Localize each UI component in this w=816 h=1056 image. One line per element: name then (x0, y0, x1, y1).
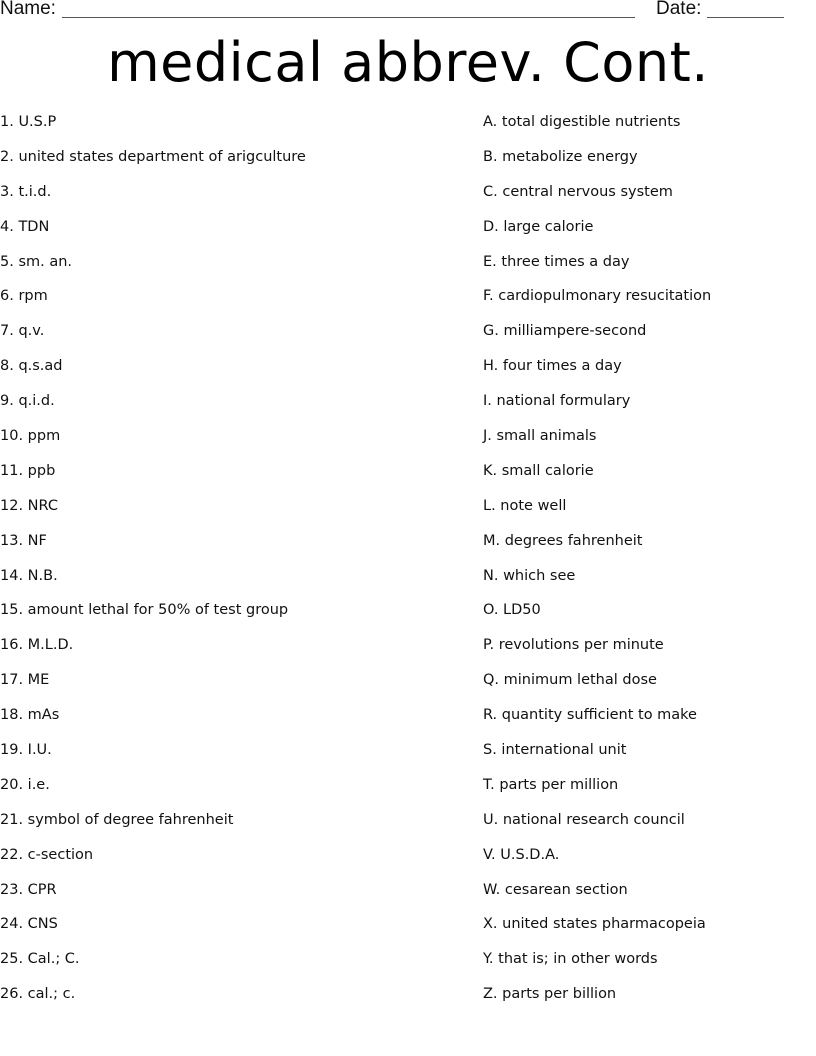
answer-item: T. parts per million (483, 776, 619, 793)
answer-item: U. national research council (483, 811, 685, 828)
clue-item: 5. sm. an. (0, 253, 73, 270)
clue-item: 18. mAs (0, 707, 60, 724)
clue-item: 19. I.U. (0, 742, 52, 759)
answer-item: D. large calorie (483, 218, 594, 235)
clue-item: 14. N.B. (0, 567, 58, 584)
answer-item: B. metabolize energy (483, 148, 638, 165)
name-label: Name: (0, 0, 56, 19)
answer-item: S. international unit (483, 742, 627, 759)
answer-item: Z. parts per billion (483, 986, 617, 1003)
clue-item: 13. NF (0, 532, 47, 549)
answer-item: M. degrees fahrenheit (483, 532, 643, 549)
clue-item: 2. united states department of arigculture (0, 148, 306, 165)
clue-item: 22. c-section (0, 846, 94, 863)
answer-item: N. which see (483, 567, 576, 584)
clue-item: 8. q.s.ad (0, 358, 63, 375)
answer-list (483, 112, 816, 1019)
answer-item: P. revolutions per minute (483, 637, 664, 654)
answer-item: V. U.S.D.A. (483, 846, 560, 863)
clue-item: 12. NRC (0, 497, 58, 514)
answer-item: A. total digestible nutrients (483, 114, 681, 130)
answer-item: Y. that is; in other words (483, 951, 658, 968)
name-blank-line (62, 17, 635, 18)
clue-item: 23. CPR (0, 881, 57, 898)
clue-item: 20. i.e. (0, 776, 50, 793)
date-blank-line (707, 17, 784, 18)
answer-item: K. small calorie (483, 462, 594, 479)
clue-item: 26. cal.; c. (0, 986, 76, 1003)
clue-item: 3. t.i.d. (0, 183, 52, 200)
worksheet-header (0, 0, 816, 24)
answer-item: R. quantity sufficient to make (483, 707, 697, 724)
clue-item: 15. amount lethal for 50% of test group (0, 602, 289, 619)
clue-item: 24. CNS (0, 916, 58, 933)
answer-item: W. cesarean section (483, 881, 628, 898)
answer-item: C. central nervous system (483, 183, 673, 200)
answer-item: F. cardiopulmonary resucitation (483, 288, 712, 305)
clue-item: 21. symbol of degree fahrenheit (0, 811, 234, 828)
answer-item: H. four times a day (483, 358, 622, 375)
clue-item: 9. q.i.d. (0, 393, 55, 410)
clue-item: 11. ppb (0, 462, 56, 479)
worksheet-title: medical abbrev. Cont. (107, 31, 709, 94)
clue-item: 10. ppm (0, 428, 61, 445)
clue-item: 6. rpm (0, 288, 48, 305)
clue-list (0, 112, 460, 1019)
answer-item: I. national formulary (483, 393, 631, 410)
clue-item: 7. q.v. (0, 323, 45, 340)
answer-item: E. three times a day (483, 253, 630, 270)
clue-item: 17. ME (0, 672, 50, 689)
answer-item: G. milliampere-second (483, 323, 647, 340)
answer-item: J. small animals (483, 428, 597, 445)
clue-item: 25. Cal.; C. (0, 951, 80, 968)
clue-item: 1. U.S.P (0, 114, 57, 130)
answer-item: O. LD50 (483, 602, 541, 619)
date-label: Date: (656, 0, 702, 19)
clue-item: 16. M.L.D. (0, 637, 74, 654)
answer-item: X. united states pharmacopeia (483, 916, 706, 933)
clue-item: 4. TDN (0, 218, 50, 235)
answer-item: Q. minimum lethal dose (483, 672, 657, 689)
answer-item: L. note well (483, 497, 567, 514)
